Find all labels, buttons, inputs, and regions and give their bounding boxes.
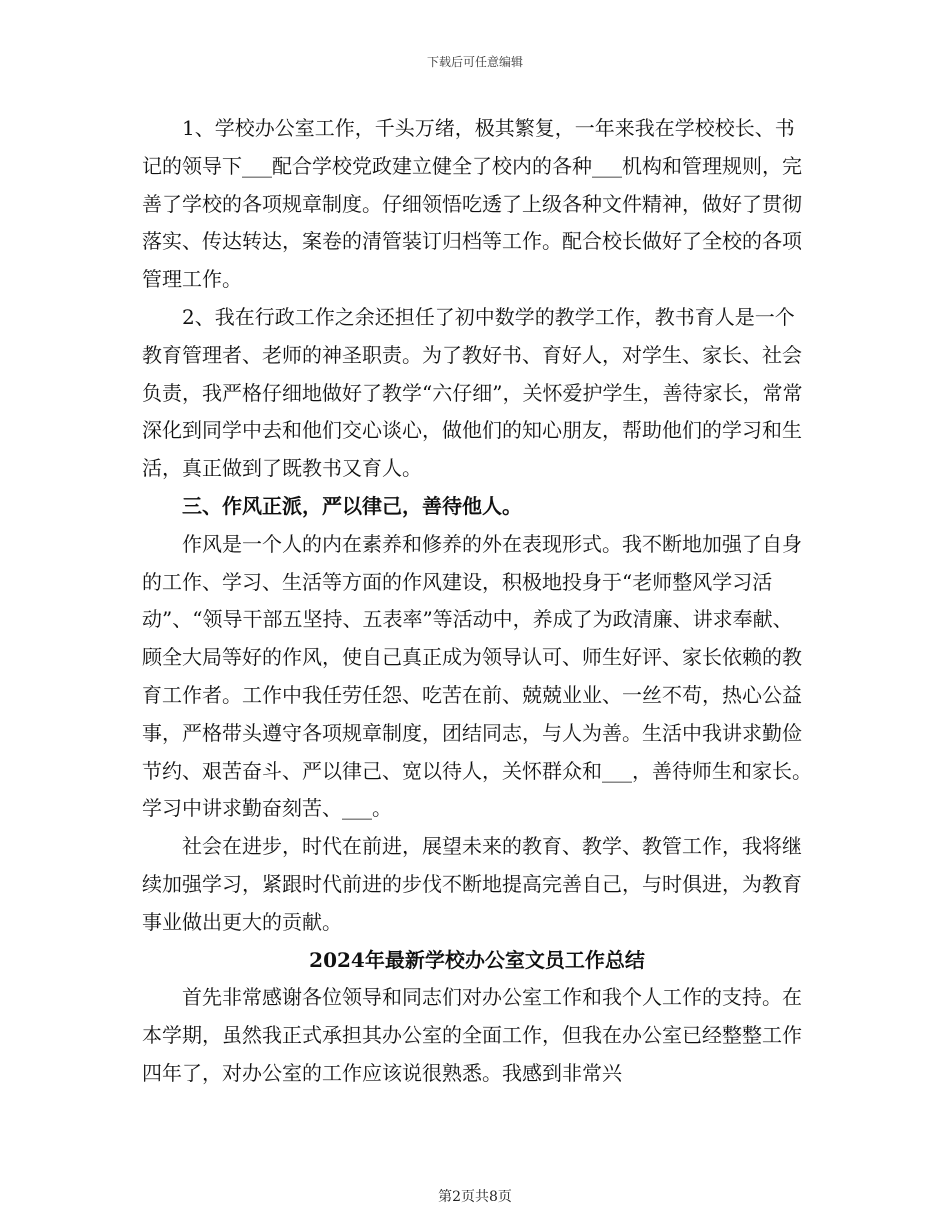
paragraph-3: 作风是一个人的内在素养和修养的外在表现形式。我不断地加强了自身的工作、学习、生活等方面的作风建设，积极地投身于“老师整风学习活动”、“领导干部五坚持、五表率”等活动中，养成了为政清廉、讲求奉献、顾全大局等好的作风，使自己真正成为领导认可、师生好评、家长依赖的教育工作者。工作中我任劳任怨、吃苦在前、兢兢业业、一丝不苟，热心公益事，严格带头遵守各项规章制度，团结同志，与人为善。生活中我讲求勤俭节约、艰苦奋斗、严以律己、宽以待人，关怀群众和___，善待师生和家长。学习中讲求勤奋刻苦、___。 [142, 531, 812, 821]
paragraph-5: 首先非常感谢各位领导和同志们对办公室工作和我个人工作的支持。在本学期，虽然我正式承担其办公室的全面工作，但我在办公室已经整整工作四年了，对办公室的工作应该说很熟悉。我感到非常兴 [142, 985, 802, 1085]
paragraph-4: 社会在进步，时代在前进，展望未来的教育、教学、教管工作，我将继续加强学习，紧跟时代前进的步伐不断地提高完善自己，与时俱进，为教育事业做出更大的贡献。 [142, 834, 802, 934]
page-header-note: 下载后可任意编辑 [426, 55, 523, 69]
document-body [142, 110, 812, 1093]
document-title-2: 2024年最新学校办公室文员工作总结 [309, 947, 645, 972]
paragraph-1: 1、学校办公室工作，千头万绪，极其繁复，一年来我在学校校长、书记的领导下___配合学校党政建立健全了校内的各种___机构和管理规则，完善了学校的各项规章制度。仔细领悟吃透了上级各种文件精神，做好了贯彻落实、传达转达，案卷的清管装订归档等工作。配合校长做好了全校的各项管理工作。 [142, 116, 802, 292]
section-heading-3: 三、作风正派，严以律己，善待他人。 [182, 493, 522, 518]
page-footer-number: 第2页共8页 [438, 1189, 512, 1205]
paragraph-2: 2、我在行政工作之余还担任了初中数学的教学工作，教书育人是一个教育管理者、老师的神圣职责。为了教好书、育好人，对学生、家长、社会负责，我严格仔细地做好了教学“六仔细”，关怀爱护学生，善待家长，常常深化到同学中去和他们交心谈心，做他们的知心朋友，帮助他们的学习和生活，真正做到了既教书又育人。 [142, 304, 803, 481]
